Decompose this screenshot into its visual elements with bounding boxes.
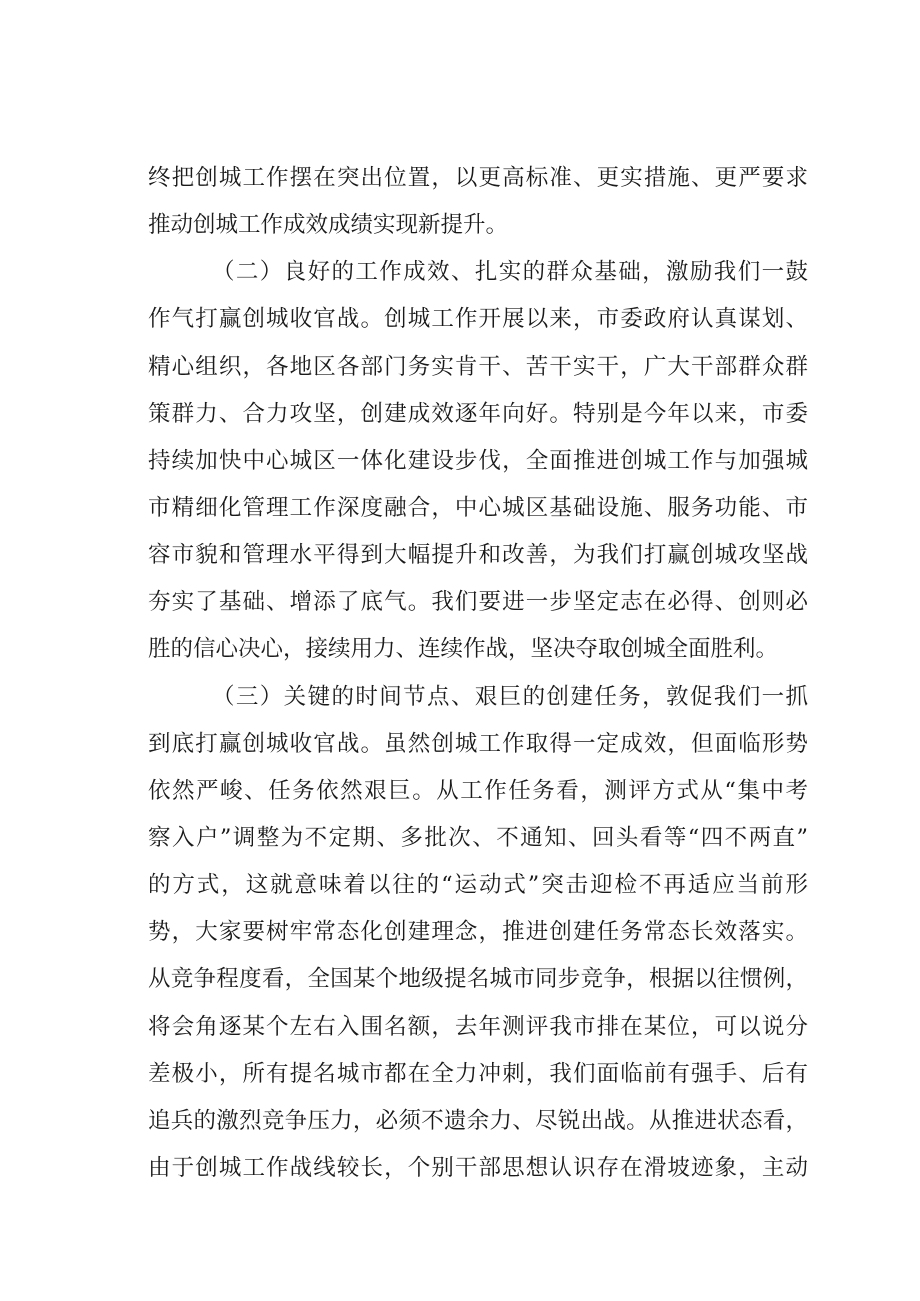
text-line: 追兵的激烈竞争压力，必须不遗余力、尽锐出战。从推进状态看，: [148, 1107, 808, 1134]
text-line: 策群力、合力攻坚，创建成效逐年向好。特别是今年以来，市委: [148, 400, 808, 427]
section-heading-line: （三）关键的时间节点、艰巨的创建任务，敦促我们一抓: [212, 683, 808, 710]
text-line: 市精细化管理工作深度融合，中心城区基础设施、服务功能、市: [148, 494, 808, 521]
text-line: 察入户”调整为不定期、多批次、不通知、回头看等“四不两直”: [148, 824, 808, 851]
text-line: 将会角逐某个左右入围名额，去年测评我市排在某位，可以说分: [148, 1013, 808, 1040]
text-line: 精心组织，各地区各部门务实肯干、苦干实干，广大干部群众群: [148, 353, 808, 380]
text-line: 推动创城工作成效成绩实现新提升。: [148, 212, 509, 239]
text-line: 到底打赢创城收官战。虽然创城工作取得一定成效，但面临形势: [148, 730, 808, 757]
text-line: 从竞争程度看，全国某个地级提名城市同步竞争，根据以往惯例，: [148, 966, 808, 993]
text-line: 由于创城工作战线较长，个别干部思想认识存在滑坡迹象，主动: [148, 1154, 808, 1181]
text-line: 容市貌和管理水平得到大幅提升和改善，为我们打赢创城攻坚战: [148, 542, 808, 569]
text-line: 势，大家要树牢常态化创建理念，推进创建任务常态长效落实。: [148, 919, 808, 946]
text-line: 依然严峻、任务依然艰巨。从工作任务看，测评方式从“集中考: [148, 777, 808, 804]
document-body: [148, 155, 808, 1192]
text-line: 夯实了基础、增添了底气。我们要进一步坚定志在必得、创则必: [148, 589, 808, 616]
text-line: 持续加快中心城区一体化建设步伐，全面推进创城工作与加强城: [148, 447, 808, 474]
section-heading-line: （二）良好的工作成效、扎实的群众基础，激励我们一鼓: [212, 259, 808, 286]
text-line: 作气打赢创城收官战。创城工作开展以来，市委政府认真谋划、: [148, 306, 808, 333]
text-line: 终把创城工作摆在突出位置，以更高标准、更实措施、更严要求: [148, 165, 808, 191]
text-line: 的方式，这就意味着以往的“运动式”突击迎检不再适应当前形: [148, 872, 808, 899]
text-line: 胜的信心决心，接续用力、连续作战，坚决夺取创城全面胜利。: [148, 636, 779, 663]
text-line: 差极小，所有提名城市都在全力冲刺，我们面临前有强手、后有: [148, 1060, 808, 1087]
